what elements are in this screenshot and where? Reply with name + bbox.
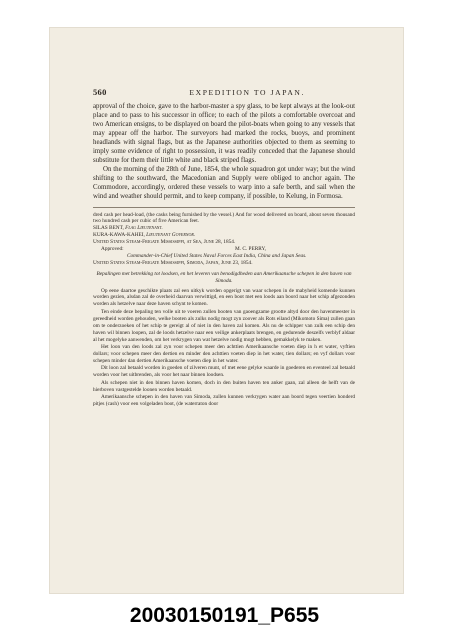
dutch-text [93, 288, 355, 408]
page-number: 560 [93, 87, 107, 97]
main-text [93, 102, 355, 202]
footnote [93, 212, 355, 408]
running-title: EXPEDITION TO JAPAN. [189, 88, 305, 97]
signature-line: KURA-KAWA-KAHEI, Lieutenant Governor. [93, 232, 196, 239]
image-caption: 20030150191_P655 [129, 604, 320, 627]
book-page [93, 87, 355, 552]
footnote-intro: dred cash per head-load, (the casks being furnished by the vessel.) And for wood delivered on board, about seven thousand two hundred cash per cubic of five American feet. [93, 211, 355, 225]
main-paragraph: On the morning of the 28th of June, 1854, the whole squadron got under way; but the wind shifting to the southward, the Macedonian and Supply were obliged to anchor again. The Commodore, accordingly, ordered these vessels to warp into a safe berth, and sail when the wind and weather should permit, and to keep company, if possible, to Kelung, in Formosa. [93, 166, 355, 201]
footnote-divider [93, 207, 355, 208]
dutch-paragraph: Als schepen niet in den binnen haven komen, doch in den buiten haven ten anker gaan, zal alleen de helft van de hierboven vastgestelde loonen worden betaald. [93, 379, 355, 393]
dutch-paragraph: Op eene daartoe geschikte plaats zal een uitkyk worden opgerigt van waar schepen in de mabyheid komende kunnen worden gezien, alsdan zal de overheid daarvan verwittigd, en een boot met een loods aan boord naar het schip afgezonden worden als hetzelve naar deze haven schynt te komen. [93, 287, 355, 308]
dutch-paragraph: Ten einde deze bepaling ten volle uit te voeren zullen booten van gaoengzame grootte altyd door den havenmeester in gereedheid worden gehouden, welke booten als zulks nodig mogt zyn zoover als Rots eiland (Mikomoto Sima) zullen gaan om te onderzoeken of het schip te gereigt al of niet in den haven zal komen. Als nu de schipper van zulk een schip den haven wil binnen loopen, zal de loods hetzelve naar een veilige ankerplaats brengen, en gedurende deszelfs verblyf aldaar al het mogelyke aanwenden, om het verkrygen van wat hetzelve nodig mogt hebben, gemakkelyk te maken. [93, 308, 355, 343]
dutch-paragraph: Dit loon zal betaald worden in goeden of zilveren munt, of met eene gelyke waarde in goederen en eventeel zal betaald worden voor het uitbrenden, als voor het naar binnen loodsen. [93, 365, 355, 379]
approver-title: Commander-in-Chief United States Naval Forces East India, China and Japan Seas. [127, 252, 307, 259]
location-line: United States Steam-Frigate Mississippi, at Sea, June 28, 1854. [93, 239, 236, 246]
signature-line: SILAS BENT, Flag Lieutenant. [93, 225, 163, 232]
page-header [93, 87, 355, 97]
dutch-heading: Bepalingen met betrekking tot loodsen, en het leveren van benodigdheden aan Amerikaansche schepen in den haven van Simoda. [96, 270, 352, 284]
dutch-paragraph: Amerikaansche schepen in den haven van Simoda, zullen kunnen verkrygen water aan boord tegen veertien honderd pitjes (cash) voor een volgeladen boot, (de waterraton door [93, 394, 355, 408]
approval-line: Approved: M. C. PERRY, [101, 246, 266, 253]
location-line: United States Steam-Frigate Mississippi, Simoda, Japan, June 23, 1854. [93, 259, 253, 266]
main-paragraph: approval of the choice, gave to the harbor-master a spy glass, to be kept always at the look-out place and to pass to his successor in office; to each of the pilots a comfortable overcoat and two American ensigns, to be displayed on board the pilot-boats when going to any vessels that may appear off the harbor. The surveyors had marked the rocks, buoys, and prominent headlands with signal flags, but as the Japanese authorities objected to them as seeming to imply some evidence of right to possession, it was readily conceded that the Japanese should substitute for them their little white and black striped flags. [93, 103, 355, 165]
dutch-paragraph: Het loon van den loods zal zyn voor schepen meer den achttien Amerikaansche voeten diep in h et water, vyftien dollars; voor schepen meer den dertien en minder den achttien voeten diep in het water, tien dollars; en vyf dollars voor schepen minder dan dertien Amerikaansche voeten diep in het water. [93, 344, 355, 364]
